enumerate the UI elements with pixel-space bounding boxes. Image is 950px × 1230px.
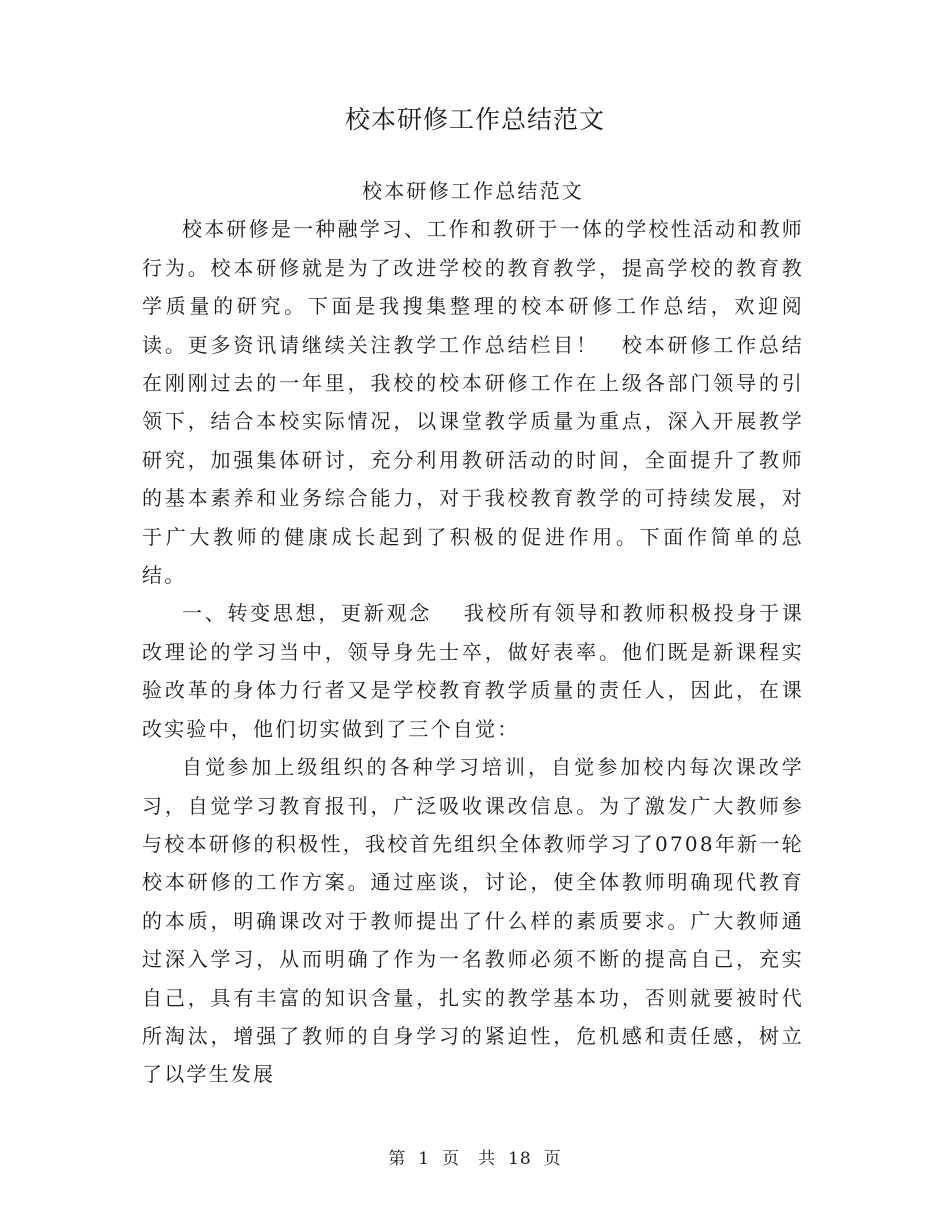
footer-total-pages: 18	[508, 1149, 532, 1169]
document-body	[142, 172, 835, 1094]
paragraph-section-one-detail: 自觉参加上级组织的各种学习培训，自觉参加校内每次课改学习，自觉学习教育报刊，广泛吸收课改信息。为了激发广大教师参与校本研修的积极性，我校首先组织全体教师学习了0708年新一轮校本研修的工作方案。通过座谈，讨论，使全体教师明确现代教育的本质，明确课改对于教师提出了什么样的素质要求。广大教师通过深入学习，从而明确了作为一名教师必须不断的提高自己，充实自己，具有丰富的知识含量，扎实的教学基本功，否则就要被时代所淘汰，增强了教师的自身学习的紧迫性，危机感和责任感，树立了以学生发展	[142, 755, 804, 1087]
paragraph-section-one: 一、转变思想，更新观念 我校所有领导和教师积极投身于课改理论的学习当中，领导身先士卒，做好表率。他们既是新课程实验改革的身体力行者又是学校教育教学质量的责任人，因此，在课改实验中，他们切实做到了三个自觉：	[142, 601, 804, 741]
document-subtitle: 校本研修工作总结范文	[362, 179, 584, 203]
footer-suffix: 页	[543, 1149, 562, 1169]
document-title: 校本研修工作总结范文	[344, 105, 605, 134]
page-footer	[0, 1146, 950, 1172]
paragraph-intro: 校本研修是一种融学习、工作和教研于一体的学校性活动和教师行为。校本研修就是为了改进学校的教育教学，提高学校的教育教学质量的研究。下面是我搜集整理的校本研修工作总结，欢迎阅读。更多资讯请继续关注教学工作总结栏目！ 校本研修工作总结 在刚刚过去的一年里，我校的校本研修工作在上级各部门领导的引领下，结合本校实际情况，以课堂教学质量为重点，深入开展教学研究，加强集体研讨，充分利用教研活动的时间，全面提升了教师的基本素养和业务综合能力，对于我校教育教学的可持续发展，对于广大教师的健康成长起到了积极的促进作用。下面作简单的总结。	[142, 217, 835, 588]
footer-page-number: 1	[418, 1149, 431, 1169]
footer-prefix: 第	[388, 1149, 407, 1169]
footer-middle: 页 共	[442, 1149, 497, 1169]
